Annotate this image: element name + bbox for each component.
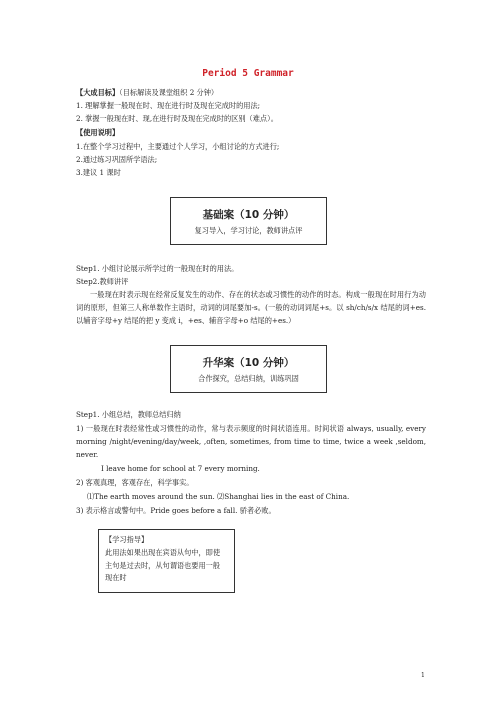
basic-section-box	[170, 197, 327, 245]
usage-heading: 【使用说明】	[76, 128, 120, 137]
page-number: 1	[421, 672, 425, 679]
step1-summary: Step1. 小组总结，教师总结归纳	[76, 410, 181, 419]
rule-truth: 2) 客观真理，客观存在，科学事实。	[76, 478, 194, 487]
basic-section-title: 基础案（10 分钟）	[202, 209, 295, 221]
goals-note: （目标解读及课堂组织 2 分钟）	[119, 88, 219, 97]
basic-section-subtitle: 复习导入，学习讨论，教师讲点评	[194, 226, 303, 235]
study-guide-text: 此用法如果出现在宾语从句中，即使主句是过去时，从句谓语也要用一般现在时	[105, 548, 221, 582]
advanced-section-title: 升华案（10 分钟）	[202, 357, 295, 369]
goals-heading-line	[76, 86, 426, 99]
goals-heading: 【大成目标】	[76, 88, 120, 97]
page-title: Period 5 Grammar	[202, 68, 294, 79]
usage-item-3: 3.建议 1 课时	[76, 168, 121, 177]
goal-item-2: 2. 掌握一般现在时、现,在进行时及现在完成时的区别（难点）。	[76, 114, 278, 123]
simple-present-explanation: 一般现在时表示现在经常反复发生的动作、存在的状态或习惯性的动作的时态。构成一般现在时用行为动词的原形，但第三人称单数作主语时，动词的词尾要加-s。(一般的动词词尾+s。以 sh/ch/s/x 结尾的词+es.以辅音字母+y 结尾的把 y 变成 i，+es、辅音字母+o 结尾的+es.）	[76, 290, 426, 325]
usage-item-1: 1.在整个学习过程中，主要通过个人学习，小组讨论的方式进行;	[76, 142, 280, 151]
example-habitual: I leave home for school at 7 every morning.	[101, 464, 260, 473]
study-guide-heading: 【学习指导】	[105, 535, 149, 544]
study-guide-box	[98, 529, 235, 593]
example-truth: ⑴The earth moves around the sun. ⑵Shanghai lies in the east of China.	[87, 492, 350, 501]
rule-proverb: 3) 表示格言或警句中。Pride goes before a fall. 骄者必败。	[76, 506, 276, 515]
advanced-section-subtitle: 合作探究，总结归纳，训练巩固	[198, 374, 299, 383]
advanced-section-box	[170, 345, 327, 393]
goal-item-1: 1. 理解掌握一般现在时、现在进行时及现在完成时的用法;	[76, 101, 261, 110]
step2-heading: Step2.教师讲评	[76, 277, 129, 286]
usage-item-2: 2.通过练习巩固所学语法;	[76, 155, 158, 164]
rule-habitual-action: 1) 一般现在时表经常性或习惯性的动作，常与表示频度的时间状语连用。时间状语 always, usually, every morning /night/evening/day/week, ,often, sometimes, from time to time, twice a week ,seldom, never.	[76, 424, 426, 459]
step1-discussion: Step1. 小组讨论展示所学过的一般现在时的用法。	[76, 264, 239, 273]
